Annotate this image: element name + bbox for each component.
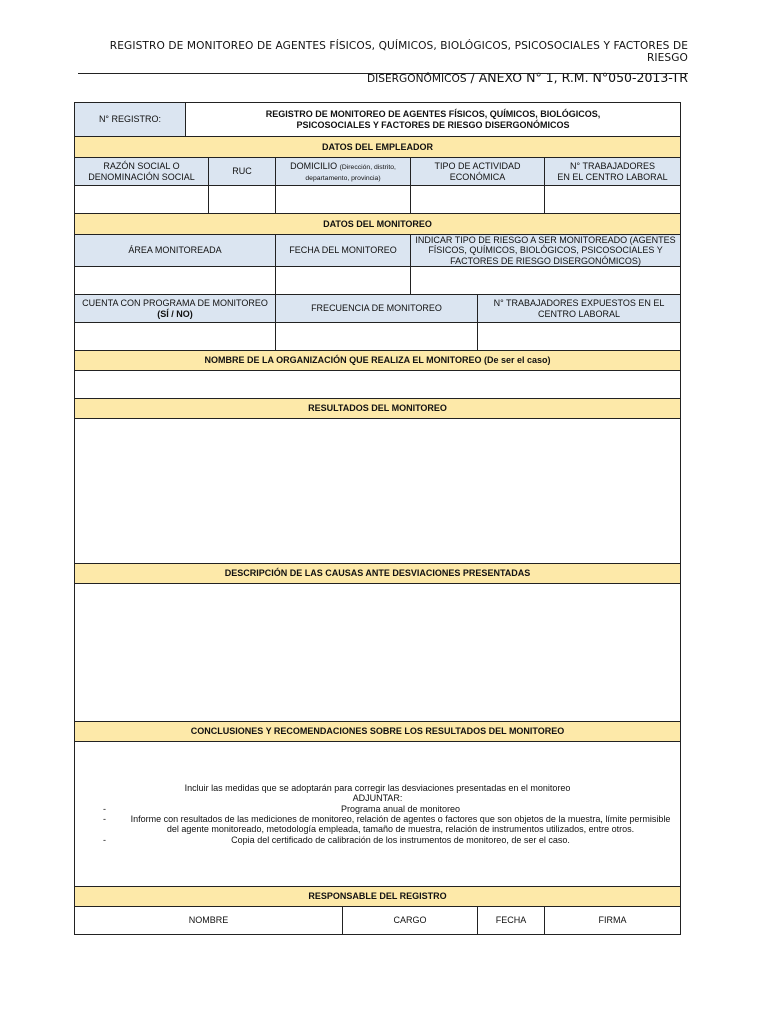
header-line-2-small: DISERGONÓMICOS: [366, 73, 467, 85]
form-title-line-2: PSICOSOCIALES Y FACTORES DE RIESGO DISERGONÓMICOS: [296, 119, 570, 130]
section-datos-monitoreo: DATOS DEL MONITOREO: [75, 214, 681, 235]
section-responsable: RESPONSABLE DEL REGISTRO: [75, 887, 681, 907]
domicilio-field[interactable]: [276, 186, 411, 214]
cargo-field[interactable]: CARGO: [343, 907, 478, 935]
list-item-text: Copia del certificado de calibración de los instrumentos de monitoreo, de ser el caso.: [231, 834, 570, 845]
col-razon-social: [75, 158, 209, 186]
domicilio-note: (Dirección, distrito, departamento, provincia): [305, 163, 396, 182]
section-conclusiones: CONCLUSIONES Y RECOMENDACIONES SOBRE LOS RESULTADOS DEL MONITOREO: [75, 722, 681, 742]
section-organizacion: NOMBRE DE LA ORGANIZACIÓN QUE REALIZA EL MONITOREO (De ser el caso): [75, 351, 681, 371]
actividad-field[interactable]: [411, 186, 545, 214]
document-header: [78, 40, 688, 85]
organizacion-field[interactable]: [75, 371, 681, 399]
col-tipo-riesgo: INDICAR TIPO DE RIESGO A SER MONITOREADO (AGENTES FÍSICOS, QUÍMICOS, BIOLÓGICOS, PSICOSOCIALES Y FACTORES DE RIESGO DISERGONÓMICOS): [411, 235, 681, 267]
header-rule: [78, 73, 688, 74]
ruc-field[interactable]: [209, 186, 276, 214]
form-title-line-1: REGISTRO DE MONITOREO DE AGENTES FÍSICOS, QUÍMICOS, BIOLÓGICOS,: [265, 109, 601, 120]
trabajadores-line-1: N° TRABAJADORES: [570, 161, 655, 172]
col-expuestos: [478, 295, 681, 323]
fecha-monitoreo-field[interactable]: [276, 267, 411, 295]
adjuntar-label: ADJUNTAR:: [352, 793, 403, 804]
col-fecha-monitoreo: FECHA DEL MONITOREO: [276, 235, 411, 267]
trabajadores-line-2: EN EL CENTRO LABORAL: [557, 171, 668, 182]
nombre-field[interactable]: NOMBRE: [75, 907, 343, 935]
fecha-field[interactable]: FECHA: [478, 907, 545, 935]
programa-field[interactable]: [75, 323, 276, 351]
conclusiones-field[interactable]: [75, 742, 681, 887]
header-line-1: REGISTRO DE MONITOREO DE AGENTES FÍSICOS, QUÍMICOS, BIOLÓGICOS, PSICOSOCIALES Y FACTORES DE RIESGO: [109, 40, 688, 64]
list-item-text: Informe con resultados de las mediciones de monitoreo, relación de agentes o factores que son objetos de la muestra, límite permisible del agente monitoreado, metodología empleada, tamaño de muestra, relación de instrumentos utilizados, entre otros.: [130, 814, 671, 835]
resultados-field[interactable]: [75, 419, 681, 564]
razon-social-field[interactable]: [75, 186, 209, 214]
firma-field[interactable]: FIRMA: [545, 907, 681, 935]
col-trabajadores: [545, 158, 681, 186]
col-actividad: [411, 158, 545, 186]
col-ruc: RUC: [209, 158, 276, 186]
col-frecuencia: FRECUENCIA DE MONITOREO: [276, 295, 478, 323]
form-title: [186, 103, 681, 137]
frecuencia-field[interactable]: [276, 323, 478, 351]
registro-form: [74, 102, 681, 935]
adjuntar-list: [79, 804, 676, 845]
list-item: - Programa anual de monitoreo: [103, 803, 461, 814]
list-item-text: Programa anual de monitoreo: [340, 803, 461, 814]
area-field[interactable]: [75, 267, 276, 295]
list-item: - Copia del certificado de calibración de los instrumentos de monitoreo, de ser el caso.: [103, 834, 570, 845]
col-programa: [75, 295, 276, 323]
razon-line-1: RAZÓN SOCIAL O: [103, 161, 180, 172]
domicilio-label: DOMICILIO: [290, 160, 340, 171]
programa-line-1: CUENTA CON PROGRAMA DE MONITOREO: [82, 298, 268, 309]
trabajadores-field[interactable]: [545, 186, 681, 214]
programa-line-2: (SÍ / NO): [157, 308, 193, 319]
registro-label: N° REGISTRO:: [75, 103, 186, 137]
tipo-riesgo-field[interactable]: [411, 267, 681, 295]
col-area: ÁREA MONITOREADA: [75, 235, 276, 267]
section-resultados: RESULTADOS DEL MONITOREO: [75, 399, 681, 419]
section-causas: DESCRIPCIÓN DE LAS CAUSAS ANTE DESVIACIONES PRESENTADAS: [75, 564, 681, 584]
expuestos-field[interactable]: [478, 323, 681, 351]
expuestos-line-2: CENTRO LABORAL: [538, 308, 621, 319]
conclusiones-intro: Incluir las medidas que se adoptarán para corregir las desviaciones presentadas en el monitoreo: [184, 783, 571, 793]
razon-line-2: DENOMINACIÓN SOCIAL: [88, 171, 195, 182]
header-anexo: / ANEXO N° 1, R.M. N°050-2013-TR: [466, 70, 688, 85]
list-item: - Informe con resultados de las mediciones de monitoreo, relación de agentes o factores que son objetos de la muestra, límite permisible del agente monitoreado, metodología empleada, tamaño de muestra, relación de instrumentos utilizados, entre otros.: [103, 814, 671, 835]
section-datos-empleador: DATOS DEL EMPLEADOR: [75, 137, 681, 158]
actividad-line-2: ECONÓMICA: [449, 171, 506, 182]
expuestos-line-1: N° TRABAJADORES EXPUESTOS EN EL: [493, 298, 665, 309]
actividad-line-1: TIPO DE ACTIVIDAD: [434, 161, 521, 172]
col-domicilio: [276, 158, 411, 186]
causas-field[interactable]: [75, 584, 681, 722]
